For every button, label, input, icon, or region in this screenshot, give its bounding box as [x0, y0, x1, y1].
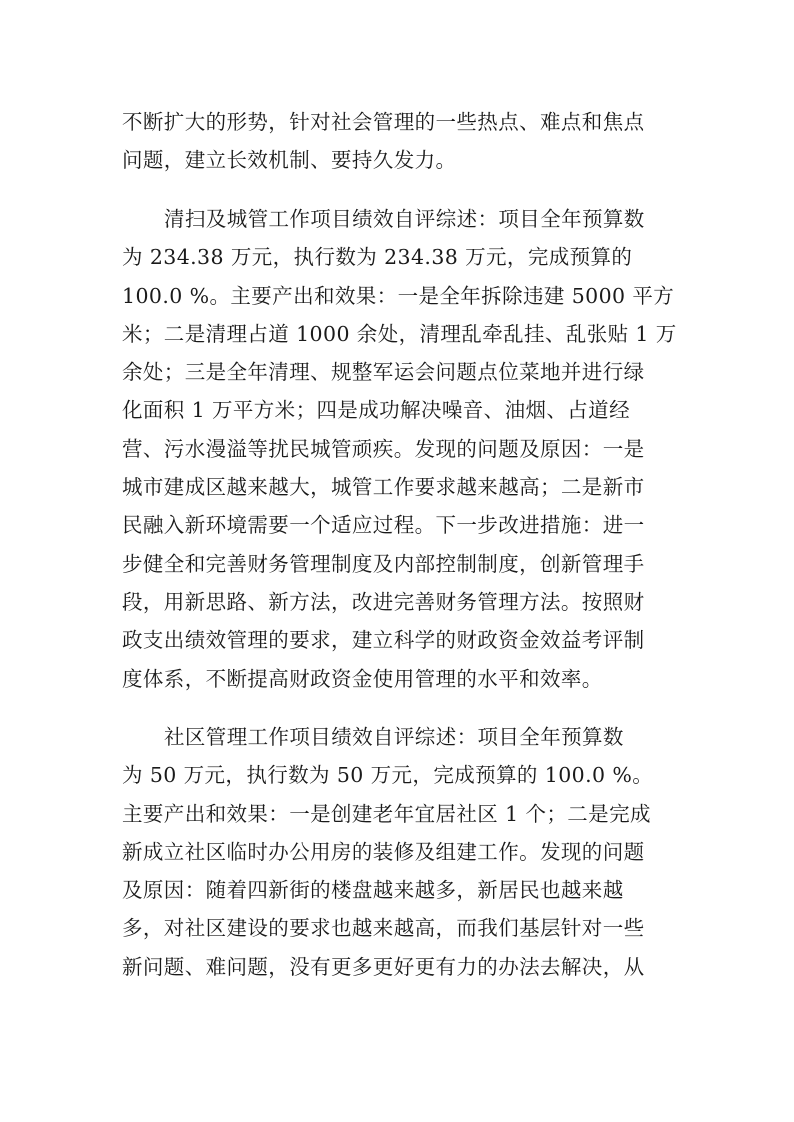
text-line: 社区管理工作项目绩效自评综述：项目全年预算数 [164, 725, 624, 749]
text-line: 营、污水漫溢等扰民城管顽疾。发现的问题及原因：一是 [122, 436, 645, 461]
text-line: 问题，建立长效机制、要持久发力。 [122, 148, 457, 173]
text-line: 米；二是清理占道 1000 余处，清理乱牵乱挂、乱张贴 1 万 [122, 321, 677, 346]
text-line: 为 50 万元，执行数为 50 万元，完成预算的 100.0 %。 [122, 763, 654, 788]
text-line: 政支出绩效管理的要求，建立科学的财政资金效益考评制 [122, 628, 645, 653]
text-line: 新成立社区临时办公用房的装修及组建工作。发现的问题 [122, 839, 645, 864]
text-line: 化面积 1 万平方米；四是成功解决噪音、油烟、占道经 [122, 398, 630, 423]
text-line: 步健全和完善财务管理制度及内部控制制度，创新管理手 [122, 551, 645, 576]
text-line: 余处；三是全年清理、规整军运会问题点位菜地并进行绿 [122, 360, 645, 385]
text-line: 度体系，不断提高财政资金使用管理的水平和效率。 [122, 666, 603, 691]
text-line: 城市建成区越来越大，城管工作要求越来越高；二是新市 [122, 475, 645, 500]
text-line: 段，用新思路、新方法，改进完善财务管理方法。按照财 [122, 589, 645, 614]
text-line: 不断扩大的形势，针对社会管理的一些热点、难点和焦点 [122, 110, 645, 134]
text-line: 主要产出和效果：一是创建老年宜居社区 1 个；二是完成 [122, 801, 651, 826]
text-line: 民融入新环境需要一个适应过程。下一步改进措施：进一 [122, 513, 645, 538]
text-line: 多，对社区建设的要求也越来越高，而我们基层针对一些 [122, 916, 645, 941]
paragraph-community-management [122, 718, 682, 986]
paragraph-cleaning-urban-management [122, 200, 682, 698]
paragraph-continuation [122, 103, 682, 180]
text-line: 及原因：随着四新街的楼盘越来越多，新居民也越来越 [122, 878, 624, 903]
text-line: 为 234.38 万元，执行数为 234.38 万元，完成预算的 [122, 245, 633, 270]
text-line: 100.0 %。主要产出和效果：一是全年拆除违建 5000 平方 [122, 283, 675, 308]
text-line: 清扫及城管工作项目绩效自评综述：项目全年预算数 [164, 207, 645, 231]
text-line: 新问题、难问题，没有更多更好更有力的办法去解决，从 [122, 954, 645, 979]
